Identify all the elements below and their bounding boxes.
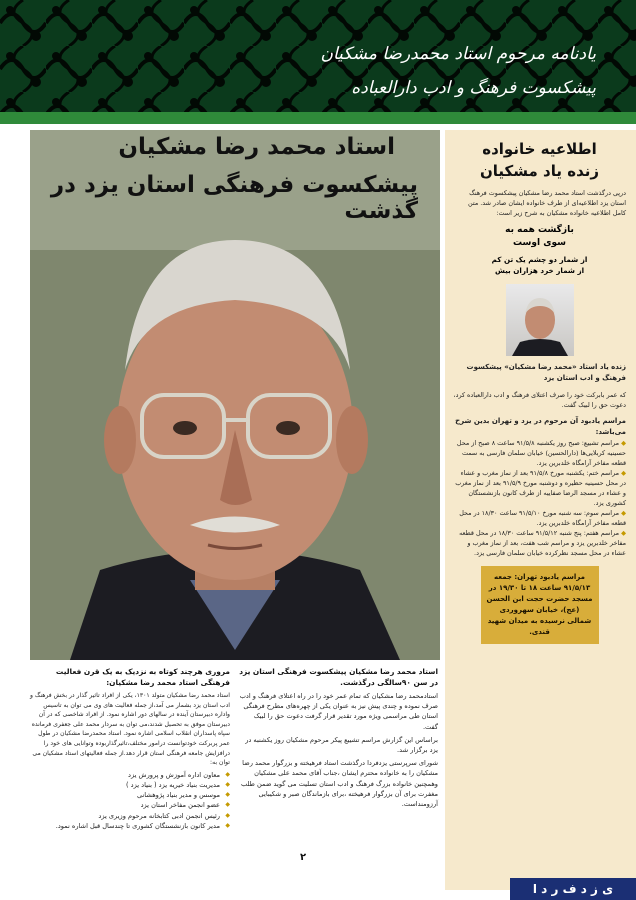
sidebar-caption: زنده یاد استاد «محمد رضا مشکیان» پیشکسوت فرهنگ و ادب استان یزد bbox=[466, 363, 626, 382]
article-p2: براساس این گزارش مراسم تشییع پیکر مرحوم مشکیان روز یکشنبه در یزد برگزار شد. bbox=[245, 735, 438, 755]
diamond-bullet-icon: ◆ bbox=[619, 529, 626, 537]
diamond-bullet-icon: ◆ bbox=[619, 439, 626, 447]
list-item: ◆ عضو انجمن مفاخر استان یزد bbox=[30, 800, 230, 810]
tehran-memorial-box: مراسم یادبود تهران: جمعه ۹۱/۵/۱۳ ساعت ۱۸ تا ۱۹/۳۰ در مسجد حضرت حجت ابن الحسن (عج)، خیابان سهروردی شمالی نرسیده به میدان شهید قندی. bbox=[481, 566, 599, 644]
article-column-right bbox=[238, 666, 438, 809]
sidebar-soom-text: مراسم سوم: سه شنبه مورخ ۹۱/۵/۱۰ ساعت ۱۸/۳۰ در محل قطعه مفاخر آرامگاه خلدبرین یزد. bbox=[459, 509, 626, 527]
list-item: ◆ موسس و مدیر بنیاد پژوهشانی bbox=[30, 790, 230, 800]
sidebar-tashyi bbox=[453, 438, 626, 468]
yazdfarda-logo: ی ز د ف ر د ا bbox=[510, 878, 636, 900]
sidebar-ceremony-heading: مراسم یادبود آن مرحوم در یزد و تهران بدین شرح می‌باشد: bbox=[455, 417, 626, 436]
photo-headline-line1: استاد محمد رضا مشکیان bbox=[118, 134, 395, 160]
sidebar-para2: که عمر بابرکت خود را صرف اعتلای فرهنگ و ادب دارالعباده کرد، دعوت حق را لبیک گفت. bbox=[453, 391, 626, 409]
sidebar-tashyi-text: مراسم تشییع: صبح روز یکشنبه ۹۱/۵/۸ ساعت ۸ صبح از محل حسینیه کربلایی‌ها (دارالحسین) خیابان سلمان فارسی به سمت قطعه مفاخر آرامگاه خلدبرین یزد. bbox=[456, 439, 626, 467]
biography-list bbox=[30, 770, 230, 831]
article-p3: شورای سرپرستی یزدفردا درگذشت استاد فرهیخته و بزرگوار محمد رضا مشکیان را به خانواده محترم ایشان ،جناب آقای محمد علی مشکیان وهمچنین خانواده بزرگ فرهنگ و ادب استان تسلیت می گوید ضمن طلب مغفرت برای آن بزرگوار فرهیخته ،برای بازماندگان صبر و شکیبایی آرزومنداست. bbox=[241, 759, 438, 809]
sidebar-verse-title-2: سوی اوست bbox=[513, 238, 566, 248]
masthead-banner bbox=[0, 0, 636, 124]
family-announcement-sidebar bbox=[445, 130, 636, 890]
sidebar-heading-1: اطلاعیه خانواده bbox=[482, 140, 597, 158]
sidebar-khatm-text: مراسم ختم: یکشنبه مورخ ۹۱/۵/۸ بعد از نماز مغرب و عشاء در محل حسینیه حظیره و دوشنبه مورخ ۹۱/۵/۹ بعد از نماز مغرب و عشاء در مسجد الرضا صفاییه از طرف کانون بازنشستگان کشوری یزد. bbox=[455, 469, 626, 507]
list-item: ◆ مدیر کانون بازنشستگان کشوری تا چندسال قبل اشاره نمود. bbox=[30, 821, 230, 831]
sidebar-haftom bbox=[453, 528, 626, 558]
header-green-stripe bbox=[0, 112, 636, 124]
article-column-left bbox=[30, 666, 230, 831]
sidebar-heading-2: زنده یاد مشکیان bbox=[479, 162, 600, 180]
header-title-line2: پیشکسوت فرهنگ و ادب دارالعباده bbox=[351, 78, 596, 98]
list-item: ◆ مدیریت بنیاد خیریه یزد ( بنیاد یزد ) bbox=[30, 780, 230, 790]
article-heading: استاد محمد رضا مشکیان پیشکسوت فرهنگی استان یزد در سن ۹۰سالگی درگذشت. bbox=[239, 667, 438, 687]
sidebar-intro: درپی درگذشت استاد محمد رضا مشکیان پیشکسوت فرهنگ استان یزد اطلاعیه‌ای از طرف خانواده ایشان صادر شد. متن کامل اطلاعیه خانواده مشکیان به شرح زیر است: bbox=[468, 189, 626, 217]
sidebar-verse-2: از شمار خرد هزاران بیش bbox=[494, 266, 585, 275]
thumbnail-portrait bbox=[506, 284, 574, 356]
header-title-line1: یادنامه مرحوم استاد محمدرضا مشکیان bbox=[320, 44, 596, 64]
sidebar-khatm bbox=[453, 468, 626, 508]
page-number: ۲ bbox=[300, 852, 307, 863]
biography-heading: مروری هرچند کوتاه به نزدیک به یک قرن فعالیت فرهنگی استاد محمد رضا مشکیان: bbox=[55, 667, 230, 687]
list-item: ◆ معاون اداره آموزش و پرورش یزد bbox=[30, 770, 230, 780]
sidebar-soom bbox=[453, 508, 626, 528]
article-p1: استادمحمد رضا مشکیان که تمام عمر خود را در راه اعتلای فرهنگ و ادب صرف نموده و چندی پیش نیز به عنوان یکی از چهره‌های مطرح فرهنگی استان طی مراسمی ویژه مورد تقدیر قرار گرفت دعوت حق را لبیک گفت. bbox=[239, 692, 438, 731]
thumbnail-illustration bbox=[506, 284, 574, 356]
portrait-photo bbox=[30, 130, 440, 660]
sidebar-verse-title-1: بازگشت همه به bbox=[505, 225, 574, 235]
list-item: ◆ رئیس انجمن ادبی کتابخانه مرحوم وزیری یزد bbox=[30, 811, 230, 821]
sidebar-verse-1: از شمار دو چشم یک تن کم bbox=[491, 255, 588, 264]
biography-p1: استاد محمد رضا مشکیان متولد ۱۳۰۱، یکی از افراد تاثیر گذار در بخش فرهنگ و ادب استان یزد بشمار می آمد،از جمله فعالیت های وی می توان به تاسیس واداره دبیرستان آینده در سالهای دور اشاره نمود. از افراد شاخصی که در آن دبیرستان موفق به تحصیل شدند،می توان به سردار محمد علی جعفری فرمانده سپاه پاسداران انقلاب اسلامی اشاره نمود. استاد محمدرضا مشکیان در طول عمر پربرکت خودتوانست درامور مختلف،تاثیرگذاربوده وتوانایی های خود را درافزایش جامعه فرهنگی استان قرار دهد.از جمله فعالیتهای استاد مشکیان می توان به: bbox=[30, 692, 230, 767]
diamond-bullet-icon: ◆ bbox=[619, 469, 626, 477]
photo-headline-line2: پیشکسوت فرهنگی استان یزد در گذشت bbox=[50, 172, 418, 224]
diamond-bullet-icon: ◆ bbox=[619, 509, 626, 517]
sidebar-haftom-text: مراسم هفتم: پنج شنبه ۹۱/۵/۱۲ ساعت ۱۸/۳۰ در محل قطعه مفاخر خلدبرین یزد و مراسم شب هفت، بعد از نماز مغرب و عشاء در محل مسجد نظرکرده خیابان سلمان فارسی یزد. bbox=[459, 529, 626, 557]
